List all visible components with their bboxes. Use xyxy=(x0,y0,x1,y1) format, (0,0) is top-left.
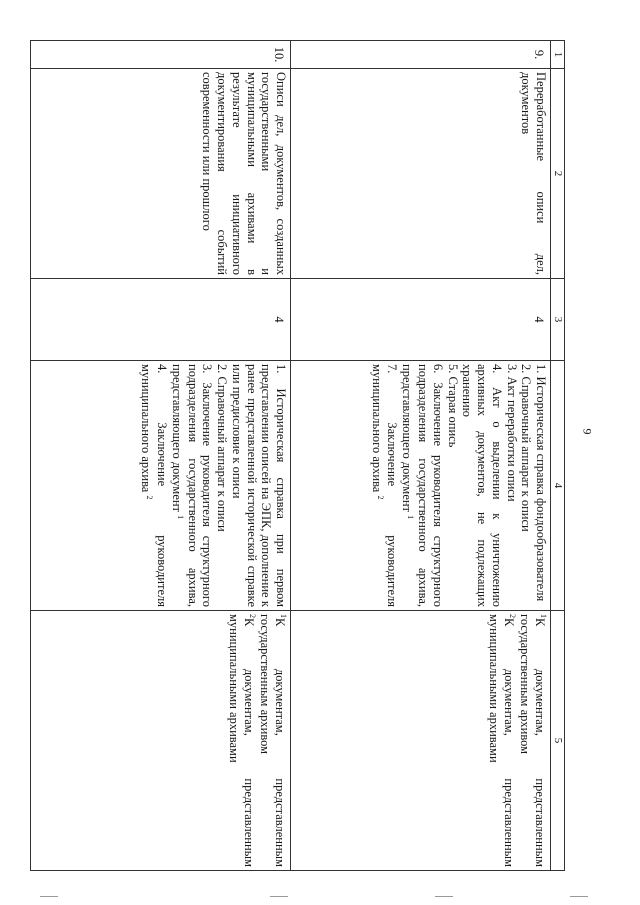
column-header: 2 xyxy=(551,69,565,279)
scan-mark xyxy=(40,896,58,897)
rotated-page xyxy=(30,40,565,870)
list-item: 1. Историческая справка при первом представлении описей на ЭПК, дополнение к ранее представленной исторической справке или предисловие к описи xyxy=(229,364,289,607)
list-item xyxy=(138,364,169,607)
list-item-text: 6. Заключение руководителя структурного подразделения государственного архива, представляющего документ xyxy=(400,364,445,607)
column-header: 4 xyxy=(551,361,565,611)
column-header: 5 xyxy=(551,611,565,871)
list-item-text: 4. Заключение руководителя муниципального архива xyxy=(138,364,169,607)
list-item xyxy=(169,364,214,607)
attached-documents xyxy=(31,361,291,611)
list-item-text: 7. Заключение руководителя муниципального архива xyxy=(369,364,400,607)
documents-table xyxy=(30,40,565,871)
row-number: 10. xyxy=(31,41,291,69)
note-cell xyxy=(291,611,551,871)
footnote-marker: 2 xyxy=(145,495,155,500)
rotated-table-wrapper xyxy=(30,40,565,870)
note-text: К документам, представленным государственным архивом xyxy=(258,614,287,867)
table-row xyxy=(291,41,551,871)
note-item xyxy=(257,614,288,867)
scan-mark xyxy=(270,896,288,897)
footnote-marker: 1 xyxy=(175,515,185,520)
list-item: 1. Историческая справка фондообразователя xyxy=(534,364,549,602)
copies-count: 4 xyxy=(31,279,291,361)
footnote-marker: 2 xyxy=(248,614,258,618)
header-row xyxy=(551,41,565,871)
attached-documents xyxy=(291,361,551,611)
document-type: Переработанные описи дел, документов xyxy=(291,69,551,279)
footnote-marker: 2 xyxy=(508,614,518,618)
scan-mark xyxy=(570,896,588,897)
column-header: 1 xyxy=(551,41,565,69)
list-item: 4. Акт о выделении к уничтожению архивных документов, не подлежащих хранению xyxy=(460,364,504,607)
footnote-marker: 2 xyxy=(375,495,385,500)
list-item xyxy=(369,364,400,607)
note-item xyxy=(227,614,258,867)
row-number: 9. xyxy=(291,41,551,69)
note-item xyxy=(487,614,518,867)
column-header: 3 xyxy=(551,279,565,361)
list-item: 2. Справочный аппарат к описи xyxy=(519,364,534,532)
footnote-marker: 1 xyxy=(406,515,416,520)
list-item-text: 3. Заключение руководителя структурного подразделения государственного архива, представляющего документ xyxy=(169,364,215,607)
table-row xyxy=(31,41,291,871)
list-item: 5. Старая опись xyxy=(445,364,460,448)
note-text: К документам, представленным муниципальными архивами xyxy=(487,614,517,867)
footnote-marker: 1 xyxy=(539,614,549,618)
page-number: 9 xyxy=(580,428,595,435)
footnote-marker: 1 xyxy=(279,614,289,618)
note-item xyxy=(517,614,548,867)
scan-mark xyxy=(435,896,453,897)
copies-count: 4 xyxy=(291,279,551,361)
list-item: 2. Справочный аппарат к описи xyxy=(215,364,230,532)
document-type: Описи дел, документов, созданных государственными и муниципальными архивами в результате инициативного документирования событий современности или прошлого xyxy=(31,69,291,279)
list-item xyxy=(399,364,444,607)
note-cell xyxy=(31,611,291,871)
list-item: 3. Акт переработки описи xyxy=(504,364,519,502)
note-text: К документам, представленным муниципальными архивами xyxy=(227,614,257,867)
note-text: К документам, представленным государственным архивом xyxy=(518,614,547,867)
